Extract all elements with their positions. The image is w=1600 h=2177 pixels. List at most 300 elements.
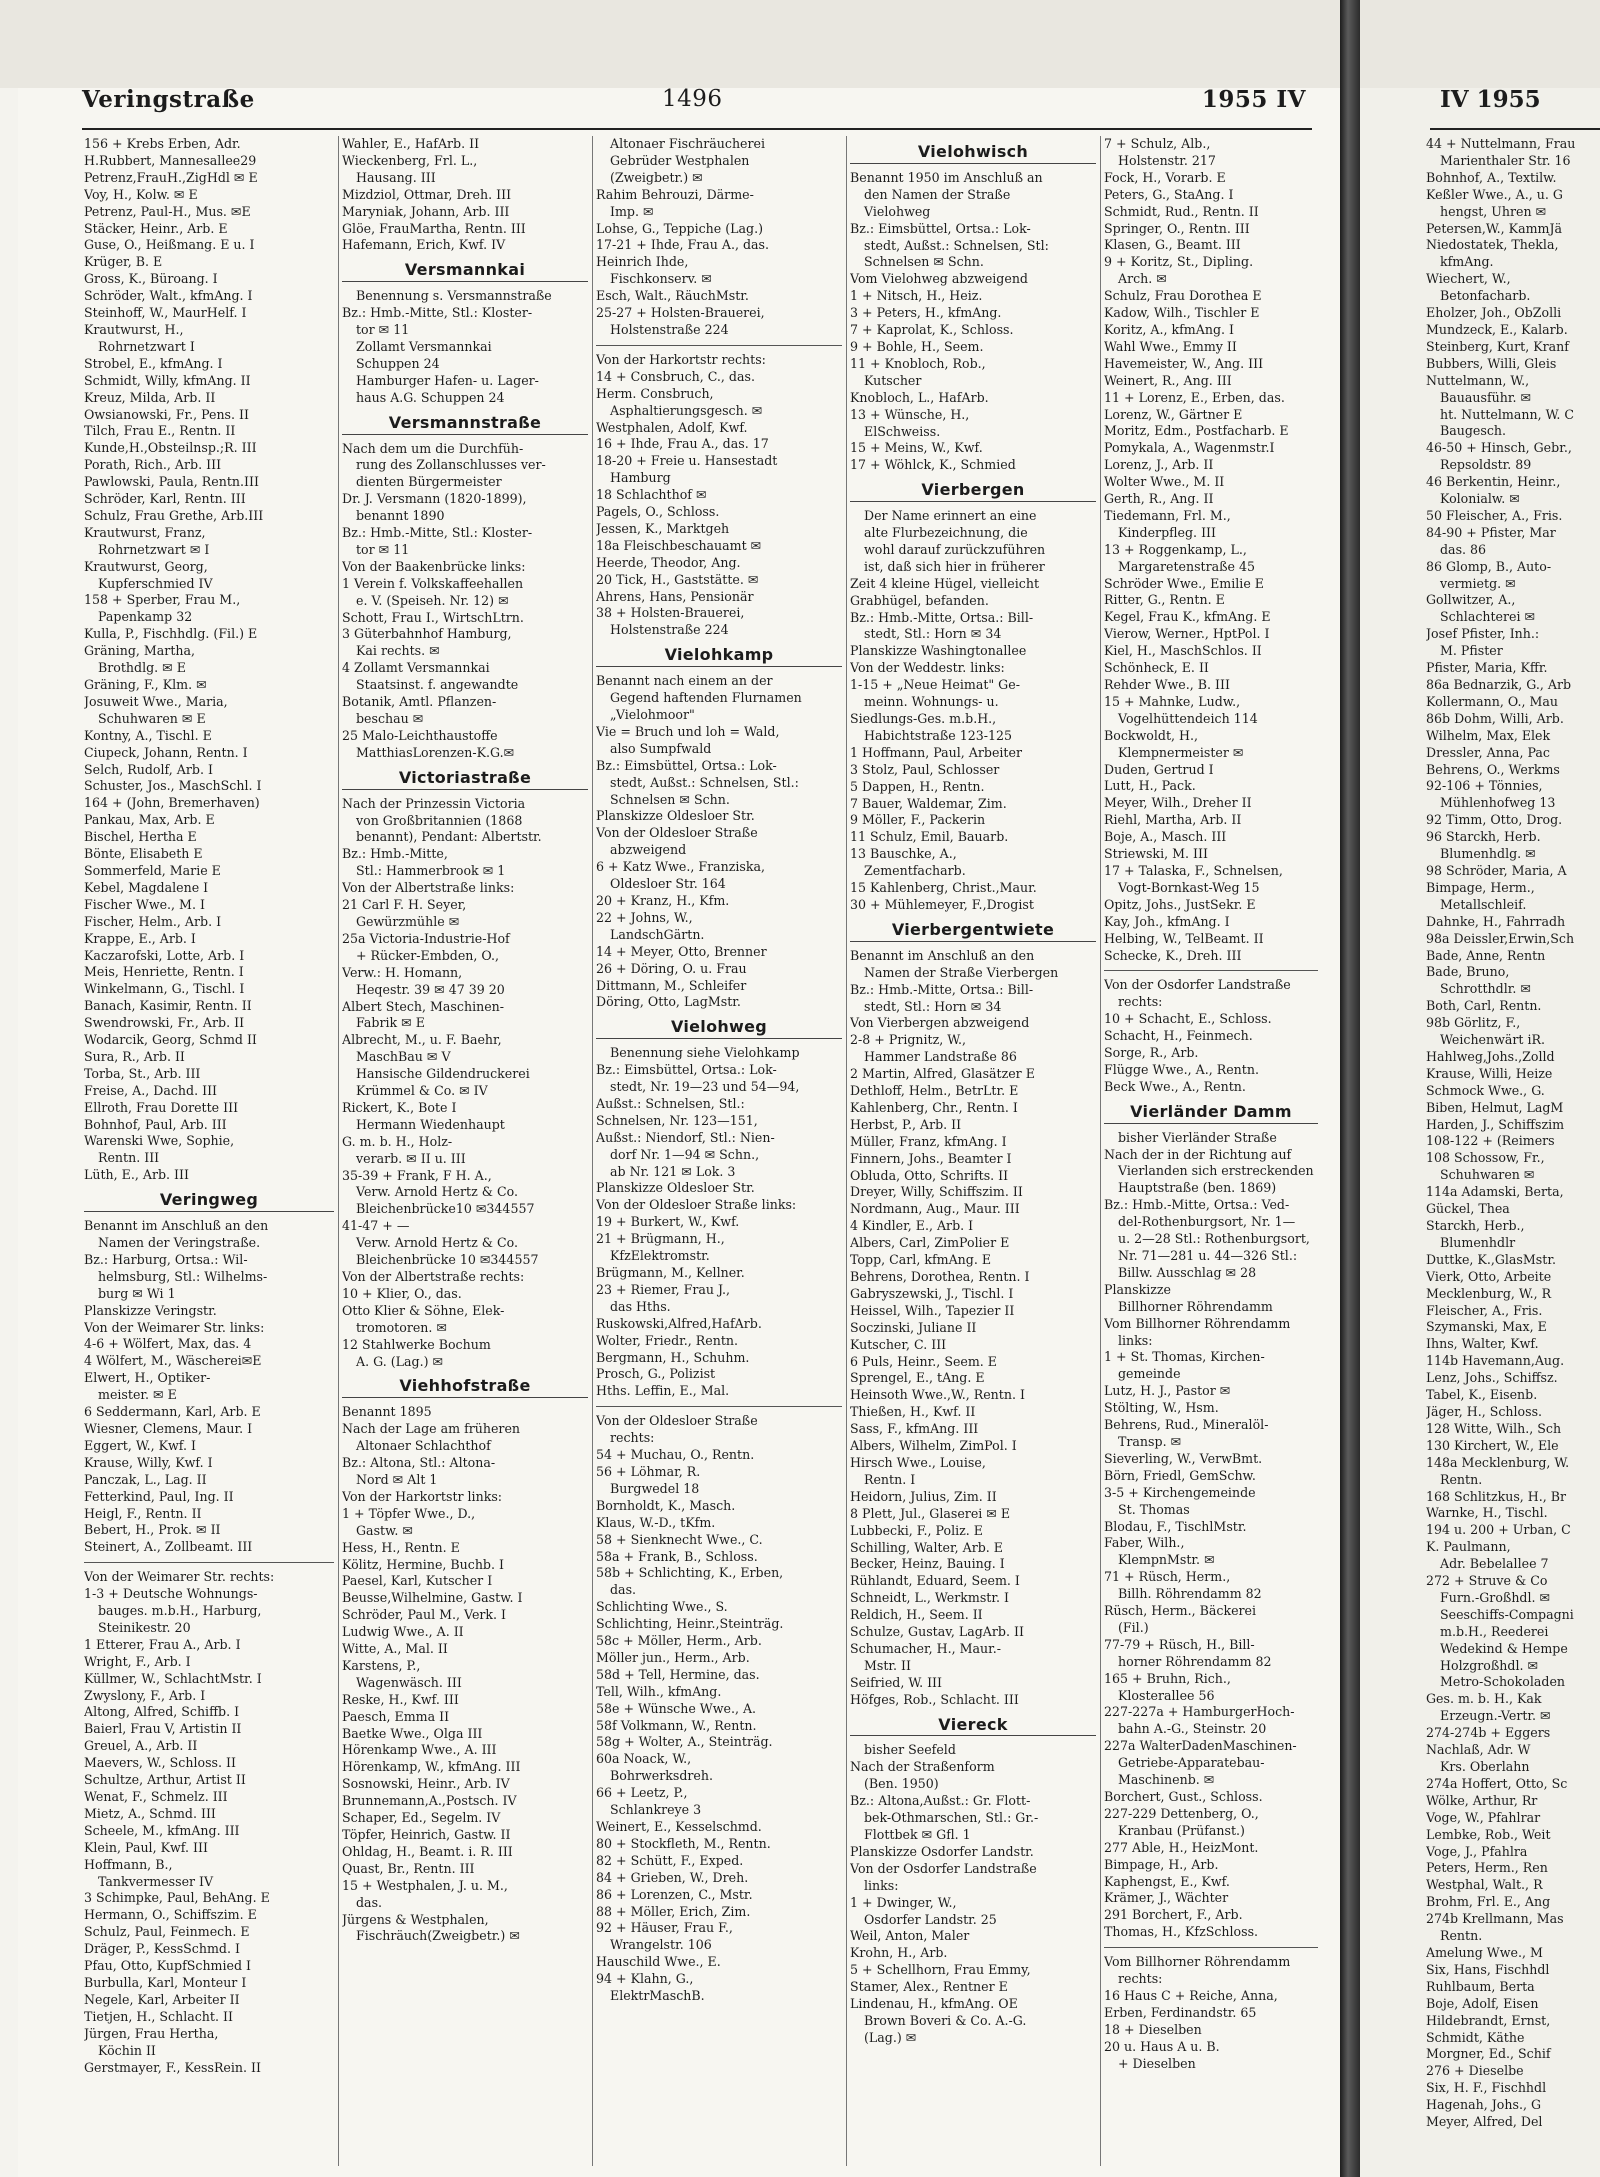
directory-line: Von der Oldesloer Straße links:	[596, 1197, 797, 1213]
directory-line: Dahnke, H., Fahrradh	[1426, 913, 1566, 929]
directory-line: Wiechert, W.,	[1426, 271, 1511, 287]
directory-line: Rentn. III	[98, 1150, 160, 1166]
directory-line: Tankvermesser IV	[98, 1873, 214, 1889]
directory-line: Billw. Ausschlag ✉ 28	[1118, 1264, 1257, 1280]
directory-line: Planskizze Osdorfer Landstr.	[850, 1843, 1034, 1859]
directory-line: Arch. ✉	[1118, 271, 1167, 287]
directory-line: 80 + Stockfleth, M., Rentn.	[596, 1835, 771, 1851]
directory-line: 22 + Johns, W.,	[596, 909, 693, 925]
directory-line: Vierow, Werner., HptPol. I	[1104, 626, 1270, 642]
directory-line: Namen der Veringstraße.	[98, 1235, 261, 1250]
directory-line: verarb. ✉ II u. III	[356, 1150, 466, 1166]
directory-line: 54 + Muchau, O., Rentn.	[596, 1447, 755, 1463]
directory-line: Heidorn, Julius, Zim. II	[850, 1488, 997, 1504]
directory-line: stedt, Außst.: Schnelsen, Stl:	[864, 237, 1049, 253]
directory-line: 1 + Töpfer Wwe., D.,	[342, 1505, 476, 1521]
directory-line: Börn, Friedl, GemSchw.	[1104, 1467, 1256, 1483]
column-divider	[592, 136, 593, 2166]
directory-line: Nach der in der Richtung auf	[1104, 1146, 1292, 1162]
directory-line: Lüth, E., Arb. III	[84, 1167, 189, 1183]
directory-line: 92-106 + Tönnies,	[1426, 778, 1543, 794]
directory-line: Krautwurst, Georg,	[84, 558, 208, 574]
directory-line: Transp. ✉	[1118, 1433, 1182, 1449]
directory-line: Kölitz, Hermine, Buchb. I	[342, 1556, 504, 1572]
directory-line: Six, Hans, Fischhdl	[1426, 1961, 1550, 1977]
directory-line: 14 + Meyer, Otto, Brenner	[596, 943, 767, 959]
directory-line: Planskizze	[1104, 1281, 1171, 1297]
directory-line: 11 Schulz, Emil, Bauarb.	[850, 829, 1009, 845]
directory-line: Voge, W., Pfahlrar	[1426, 1809, 1541, 1825]
directory-line: Jürgen, Frau Hertha,	[84, 2025, 219, 2041]
directory-line: Koritz, A., kfmAng. I	[1104, 321, 1234, 337]
directory-line: Wölke, Arthur, Rr	[1426, 1792, 1538, 1808]
directory-line: 4 Kindler, E., Arb. I	[850, 1218, 974, 1234]
directory-line: Zollamt Versmannkai	[356, 338, 492, 354]
directory-line: 227a WalterDadenMaschinen-	[1104, 1738, 1297, 1754]
directory-line: Namen der Straße Vierbergen	[864, 964, 1059, 980]
section-divider	[1104, 970, 1318, 971]
directory-line: 272 + Struve & Co	[1426, 1573, 1548, 1589]
directory-line: Schuhwaren ✉	[1440, 1167, 1535, 1183]
directory-line: Kulla, P., Fischhdlg. (Fil.) E	[84, 626, 258, 642]
directory-line: Höfges, Rob., Schlacht. III	[850, 1691, 1019, 1707]
directory-line: Kutscher, C. III	[850, 1336, 947, 1352]
directory-line: 16 + Ihde, Frau A., das. 17	[596, 436, 769, 452]
directory-line: Hildebrandt, Ernst,	[1426, 2012, 1551, 2028]
directory-line: 35-39 + Frank, F H. A.,	[342, 1167, 492, 1183]
directory-line: tromotoren. ✉	[356, 1319, 447, 1335]
page-header	[82, 86, 1310, 126]
directory-line: Bade, Bruno,	[1426, 964, 1510, 980]
directory-line: Imp. ✉	[610, 203, 654, 219]
directory-line: Negele, Karl, Arbeiter II	[84, 1991, 240, 2007]
directory-line: Burgwedel 18	[610, 1480, 700, 1496]
directory-line: 6 + Katz Wwe., Franziska,	[596, 859, 766, 875]
directory-line: Swendrowski, Fr., Arb. II	[84, 1015, 245, 1031]
directory-line: Ruhlbaum, Berta	[1426, 1978, 1535, 1994]
directory-line: 1 + St. Thomas, Kirchen-	[1104, 1349, 1265, 1365]
directory-line: 1-3 + Deutsche Wohnungs-	[84, 1586, 258, 1602]
directory-line: Botanik, Amtl. Pflanzen-	[342, 694, 497, 710]
directory-line: Eggert, W., Kwf. I	[84, 1437, 196, 1453]
directory-line: Furn.-Großhdl. ✉	[1440, 1589, 1551, 1605]
directory-line: Winkelmann, G., Tischl. I	[84, 981, 245, 997]
directory-line: Adr. Bebelallee 7	[1440, 1556, 1549, 1572]
directory-line: Behrens, O., Werkms	[1426, 761, 1560, 777]
directory-line: Planskizze Oldesloer Str.	[596, 1180, 755, 1196]
directory-line: Klosterallee 56	[1118, 1687, 1215, 1703]
directory-line: Tietjen, H., Schlacht. II	[84, 2008, 233, 2024]
directory-line: Fischer Wwe., M. I	[84, 896, 205, 912]
directory-line: stedt, Stl.: Horn ✉ 34	[864, 626, 1002, 642]
street-heading: Viereck	[850, 1717, 1096, 1737]
directory-line: Sieverling, W., VerwBmt.	[1104, 1450, 1263, 1466]
directory-line: gemeinde	[1118, 1366, 1181, 1382]
directory-line: 194 u. 200 + Urban, C	[1426, 1522, 1571, 1538]
directory-line: Mecklenburg, W., R	[1426, 1285, 1552, 1301]
directory-line: Pfister, Maria, Kffr.	[1426, 660, 1548, 676]
directory-line: Boje, A., Masch. III	[1104, 829, 1227, 845]
directory-line: benannt), Pendant: Albertstr.	[356, 829, 542, 845]
section-divider	[84, 1562, 334, 1563]
directory-line: Rehder Wwe., B. III	[1104, 677, 1230, 692]
directory-line: Fischer, Helm., Arb. I	[84, 913, 222, 929]
directory-line: Benannt 1950 im Anschluß an	[850, 169, 1043, 185]
directory-line: Krautwurst, Franz,	[84, 524, 206, 540]
directory-line: Herm. Consbruch,	[596, 385, 714, 401]
directory-line: Wenat, F., Schmelz. III	[84, 1789, 228, 1804]
directory-line: Gerstmayer, F., KessRein. II	[84, 2059, 261, 2075]
facing-page-column	[1426, 136, 1600, 2156]
directory-line: Westphal, Walt., R	[1426, 1877, 1543, 1893]
directory-line: burg ✉ Wi 1	[98, 1285, 176, 1301]
directory-line: Hansische Gildendruckerei	[356, 1066, 530, 1082]
directory-line: Pankau, Max, Arb. E	[84, 812, 215, 828]
directory-line: Grabhügel, befanden.	[850, 592, 989, 608]
directory-line: Kutscher	[864, 372, 922, 388]
directory-line: Moritz, Edm., Postfacharb. E	[1104, 423, 1289, 439]
directory-line: Wiesner, Clemens, Maur. I	[84, 1420, 253, 1436]
directory-line: Von der Osdorfer Landstraße	[1104, 977, 1291, 993]
directory-line: Jessen, K., Marktgeh	[596, 520, 730, 536]
street-heading: Versmannstraße	[342, 415, 588, 435]
directory-line: Benannt 1895	[342, 1404, 432, 1420]
directory-line: horner Röhrendamm 82	[1118, 1653, 1272, 1669]
directory-line: Duden, Gertrud I	[1104, 761, 1214, 777]
directory-line: Mühlenhofweg 13	[1440, 795, 1556, 811]
directory-line: Außst.: Schnelsen, Stl.:	[596, 1095, 745, 1111]
directory-line: Schlachterei ✉	[1440, 609, 1536, 625]
directory-line: Topp, Carl, kfmAng. E	[850, 1252, 992, 1268]
directory-line: Wolter Wwe., M. II	[1104, 474, 1225, 490]
directory-line: Bade, Anne, Rentn	[1426, 947, 1546, 963]
directory-line: 94 + Klahn, G.,	[596, 1971, 694, 1987]
directory-line: Kaphengst, E., Kwf.	[1104, 1873, 1230, 1889]
directory-line: Schulze, Gustav, LagArb. II	[850, 1624, 1024, 1640]
directory-line: Kegel, Frau K., kfmAng. E	[1104, 609, 1271, 625]
directory-line: Verw. Arnold Hertz & Co.	[356, 1184, 518, 1200]
directory-line: Wilhelm, Max, Elek	[1426, 727, 1551, 743]
directory-line: Weichenwärt iR.	[1440, 1032, 1546, 1048]
directory-line: Esch, Walt., RäuchMstr.	[596, 288, 749, 304]
directory-line: Lubbecki, F., Poliz. E	[850, 1522, 983, 1538]
directory-line: links:	[1118, 1332, 1153, 1348]
directory-line: Albers, Wilhelm, ZimPol. I	[850, 1438, 1017, 1454]
directory-line: Pfau, Otto, KupfSchmied I	[84, 1958, 252, 1974]
directory-column-5	[1104, 136, 1318, 2156]
directory-line: Gräning, F., Klm. ✉	[84, 677, 207, 692]
directory-line: 17-21 + Ihde, Frau A., das.	[596, 237, 769, 253]
directory-line: LandschGärtn.	[610, 926, 705, 942]
directory-line: 11 + Knobloch, Rob.,	[850, 355, 986, 371]
directory-line: Bebert, H., Prok. ✉ II	[84, 1522, 221, 1538]
directory-line: Bz.: Altona,Außst.: Gr. Flott-	[850, 1793, 1031, 1809]
directory-line: bisher Seefeld	[864, 1742, 956, 1758]
directory-line: Schnelsen ✉ Schn.	[864, 254, 984, 270]
directory-line: Both, Carl, Rentn.	[1426, 998, 1542, 1014]
directory-line: Schlichting Wwe., S.	[596, 1599, 728, 1615]
directory-line: 15 + Meins, W., Kwf.	[850, 440, 983, 456]
directory-line: Schulz, Paul, Feinmech. E	[84, 1924, 250, 1940]
directory-line: 3-5 + Kirchengemeinde	[1104, 1484, 1256, 1500]
directory-line: 128 Witte, Wilh., Sch	[1426, 1420, 1562, 1436]
directory-line: Wedekind & Hempe	[1440, 1640, 1568, 1656]
directory-line: Pagels, O., Schloss.	[596, 504, 720, 520]
directory-line: Krs. Oberlahn	[1440, 1759, 1530, 1774]
directory-line: 92 Timm, Otto, Drog.	[1426, 812, 1563, 828]
directory-line: 92 + Häuser, Frau F.,	[596, 1920, 733, 1936]
directory-line: Karstens, P.,	[342, 1657, 421, 1673]
directory-line: von Großbritannien (1868	[356, 812, 523, 828]
directory-line: Lutt, H., Pack.	[1104, 778, 1196, 794]
directory-line: Sosnowski, Heinr., Arb. IV	[342, 1776, 510, 1792]
directory-line: 114b Havemann,Aug.	[1426, 1353, 1565, 1369]
directory-line: Klempnermeister ✉	[1118, 744, 1244, 760]
street-heading: Vierbergen	[850, 482, 1096, 502]
directory-line: Albert Stech, Maschinen-	[342, 998, 505, 1014]
directory-line: 3 Stolz, Paul, Schlosser	[850, 761, 1000, 777]
directory-line: Albrecht, M., u. F. Baehr,	[342, 1032, 502, 1048]
directory-line: Schulz, Frau Dorothea E	[1104, 288, 1262, 304]
directory-line: Verw.: H. Homann,	[342, 964, 463, 980]
directory-line: Meyer, Alfred, Del	[1426, 2114, 1543, 2130]
directory-line: Krause, Willi, Heize	[1426, 1065, 1553, 1081]
directory-line: Möller jun., Herm., Arb.	[596, 1649, 750, 1665]
directory-line: Freise, A., Dachd. III	[84, 1082, 218, 1098]
directory-line: Seifried, W. III	[850, 1674, 943, 1690]
directory-line: rechts:	[1118, 994, 1163, 1010]
directory-line: Hamburger Hafen- u. Lager-	[356, 372, 539, 388]
directory-line: Sommerfeld, Marie E	[84, 862, 221, 878]
directory-line: Ellroth, Frau Dorette III	[84, 1099, 239, 1115]
directory-line: Meyer, Wilh., Dreher II	[1104, 795, 1252, 811]
directory-line: Köchin II	[98, 2042, 156, 2058]
directory-line: stedt, Außst.: Schnelsen, Stl.:	[610, 774, 799, 790]
directory-line: Bz.: Hmb.-Mitte,	[342, 846, 448, 862]
directory-line: Flügge Wwe., A., Rentn.	[1104, 1061, 1259, 1077]
directory-line: tor ✉ 11	[356, 322, 410, 338]
directory-line: Prosch, G., Polizist	[596, 1366, 716, 1382]
directory-line: 158 + Sperber, Frau M.,	[84, 592, 241, 608]
facing-page-header: IV 1955	[1440, 86, 1541, 113]
directory-line: 58c + Möller, Herm., Arb.	[596, 1633, 762, 1649]
directory-line: 20 + Kranz, H., Kfm.	[596, 892, 730, 908]
directory-line: 58d + Tell, Hermine, das.	[596, 1666, 760, 1682]
directory-line: Vierk, Otto, Arbeite	[1426, 1268, 1552, 1284]
directory-line: Wright, F., Arb. I	[84, 1653, 191, 1669]
directory-line: 44 + Nuttelmann, Frau	[1426, 136, 1576, 151]
directory-line: 6 Seddermann, Karl, Arb. E	[84, 1404, 261, 1420]
directory-line: Gückel, Thea	[1426, 1201, 1510, 1217]
section-divider	[596, 1406, 842, 1407]
street-heading: Veringweg	[84, 1192, 334, 1212]
directory-line: Schröder, Karl, Rentn. III	[84, 491, 246, 507]
directory-line: Duttke, K.,GlasMstr.	[1426, 1251, 1556, 1267]
directory-line: Rentn.	[1440, 1928, 1483, 1944]
directory-line: Wahl Wwe., Emmy II	[1104, 338, 1237, 354]
directory-line: Szymanski, Max, E	[1426, 1319, 1547, 1335]
directory-line: MaschBau ✉ V	[356, 1049, 451, 1065]
directory-line: Starckh, Herb.,	[1426, 1218, 1525, 1233]
directory-line: 71 + Rüsch, Herm.,	[1104, 1569, 1231, 1585]
directory-line: Mundzeck, E., Kalarb.	[1426, 321, 1568, 337]
directory-line: 50 Fleischer, A., Fris.	[1426, 507, 1563, 523]
directory-line: Nuttelmann, W.,	[1426, 372, 1530, 388]
directory-line: Thießen, H., Kwf. II	[850, 1404, 976, 1420]
directory-line: Striewski, M. III	[1104, 846, 1208, 862]
directory-line: Selch, Rudolf, Arb. I	[84, 761, 213, 777]
directory-line: 10 + Schacht, E., Schloss.	[1104, 1011, 1272, 1027]
directory-line: del-Rothenburgsort, Nr. 1—	[1118, 1214, 1296, 1230]
directory-line: Six, H. F., Fischhdl	[1426, 2080, 1547, 2096]
directory-line: Schuster, Jos., MaschSchl. I	[84, 778, 262, 794]
directory-line: meister. ✉ E	[98, 1387, 177, 1403]
directory-line: Kolonialw. ✉	[1440, 491, 1520, 507]
directory-line: Lutz, H. J., Pastor ✉	[1104, 1383, 1231, 1399]
directory-line: 58a + Frank, B., Schloss.	[596, 1548, 758, 1564]
directory-line: 148a Mecklenburg, W.	[1426, 1454, 1570, 1470]
directory-line: 98b Görlitz, F.,	[1426, 1015, 1521, 1031]
directory-line: Bischel, Hertha E	[84, 829, 197, 845]
directory-line: Faber, Wilh.,	[1104, 1535, 1185, 1551]
directory-line: Benannt im Anschluß an den	[84, 1218, 269, 1234]
directory-line: 18 Schlachthof ✉	[596, 487, 707, 503]
directory-line: Vogt-Bornkast-Weg 15	[1118, 879, 1260, 895]
directory-line: KfzElektromstr.	[610, 1248, 710, 1264]
directory-line: Schulz, Frau Grethe, Arb.III	[84, 507, 264, 523]
directory-line: 58 + Sienknecht Wwe., C.	[596, 1531, 763, 1547]
directory-line: Greuel, A., Arb. II	[84, 1738, 198, 1754]
directory-line: Betonfacharb.	[1440, 288, 1531, 304]
directory-line: Wieckenberg, Frl. L.,	[342, 152, 478, 168]
directory-line: 18 + Dieselben	[1104, 2021, 1202, 2037]
directory-line: 291 Borchert, F., Arb.	[1104, 1907, 1243, 1923]
directory-line: Gebrüder Westphalen	[610, 152, 750, 168]
directory-line: Wolter, Friedr., Rentn.	[596, 1332, 739, 1348]
directory-line: Schrotthdlr. ✉	[1440, 981, 1531, 997]
directory-line: ElSchweiss.	[864, 423, 941, 439]
directory-line: Schneidt, L., Werkmstr. I	[850, 1590, 1009, 1606]
directory-line: 165 + Bruhn, Rich.,	[1104, 1670, 1231, 1686]
directory-line: Nr. 71—281 u. 44—326 Stl.:	[1118, 1248, 1298, 1263]
directory-line: Riehl, Martha, Arb. II	[1104, 812, 1242, 828]
directory-line: Dressler, Anna, Pac	[1426, 744, 1550, 760]
directory-line: Schmidt, Rud., Rentn. II	[1104, 203, 1259, 219]
directory-line: Brown Boveri & Co. A.-G.	[864, 2012, 1027, 2028]
directory-line: Ohldag, H., Beamt. i. R. III	[342, 1843, 513, 1859]
directory-line: Lenz, Johs., Schiffsz.	[1426, 1370, 1558, 1386]
directory-line: ab Nr. 121 ✉ Lok. 3	[610, 1163, 736, 1179]
directory-line: Kai rechts. ✉	[356, 643, 440, 659]
directory-line: also Sumpfwald	[610, 740, 712, 756]
directory-line: Stl.: Hammerbrook ✉ 1	[356, 863, 506, 879]
directory-line: Paesch, Emma II	[342, 1708, 450, 1724]
directory-line: Von der Albertstraße rechts:	[342, 1269, 525, 1284]
directory-line: 156 + Krebs Erben, Adr.	[84, 136, 241, 151]
section-divider	[1104, 1947, 1318, 1948]
directory-line: 84 + Grieben, W., Dreh.	[596, 1869, 749, 1885]
directory-line: Rahim Behrouzi, Därme-	[596, 186, 754, 202]
directory-line: 4 Wölfert, M., Wäscherei✉E	[84, 1353, 262, 1369]
section-divider	[596, 345, 842, 346]
directory-line: H.Rubbert, Mannesallee29	[84, 152, 257, 168]
directory-line: Bubbers, Willi, Gleis	[1426, 355, 1557, 371]
directory-line: Zementfacharb.	[864, 863, 966, 879]
directory-line: Ahrens, Hans, Pensionär	[596, 588, 754, 604]
directory-line: das. 86	[1440, 541, 1487, 557]
directory-line: Von der Baakenbrücke links:	[342, 558, 526, 574]
directory-line: Blumenhdlg. ✉	[1440, 846, 1536, 862]
directory-line: Rentn.	[1440, 1471, 1483, 1487]
directory-line: Gollwitzer, A.,	[1426, 592, 1516, 608]
directory-line: 15 + Westphalen, J. u. M.,	[342, 1877, 508, 1893]
directory-line: Billhorner Röhrendamm	[1118, 1298, 1273, 1314]
directory-line: Josuweit Wwe., Maria,	[84, 693, 228, 709]
directory-line: Holstenstraße 224	[610, 321, 729, 337]
directory-line: Hths. Leffin, E., Mal.	[596, 1383, 730, 1399]
directory-line: Bz.: Hmb.-Mitte, Ortsa.: Ved-	[1104, 1197, 1290, 1213]
column-divider	[846, 136, 847, 2166]
directory-line: 30 + Mühlemeyer, F.,Drogist	[850, 896, 1034, 912]
directory-line: 18-20 + Freie u. Hansestadt	[596, 453, 778, 469]
directory-line: 88 + Möller, Erich, Zim.	[596, 1903, 751, 1919]
directory-line: 13 + Roggenkamp, L.,	[1104, 541, 1247, 557]
directory-line: 25 Malo-Leichthaustoffe	[342, 727, 498, 743]
directory-line: Krüger, B. E	[84, 254, 163, 270]
directory-line: Warnke, H., Tischl.	[1426, 1505, 1548, 1521]
directory-line: Rüsch, Herm., Bäckerei	[1104, 1603, 1257, 1619]
directory-line: Tell, Wilh., kfmAng.	[596, 1683, 722, 1699]
directory-line: Lorenz, J., Arb. II	[1104, 457, 1214, 473]
directory-line: Schmock Wwe., G.	[1426, 1082, 1545, 1098]
directory-line: 17 + Talaska, F., Schnelsen,	[1104, 862, 1283, 878]
directory-line: Hammer Landstraße 86	[864, 1049, 1017, 1065]
directory-line: 26 + Döring, O. u. Frau	[596, 960, 747, 976]
directory-line: 1-15 + „Neue Heimat" Ge-	[850, 677, 1020, 693]
directory-line: 25-27 + Holsten-Brauerei,	[596, 305, 765, 321]
directory-line: Sass, F., kfmAng. III	[850, 1421, 979, 1437]
directory-line: das.	[610, 1582, 637, 1598]
directory-line: 17 + Wöhlck, K., Schmied	[850, 457, 1016, 473]
directory-line: Sorge, R., Arb.	[1104, 1045, 1199, 1061]
directory-line: Soczinski, Juliane II	[850, 1319, 977, 1335]
directory-line: stedt, Nr. 19—23 und 54—94,	[610, 1079, 800, 1095]
directory-line: 3 + Peters, H., kfmAng.	[850, 305, 1002, 321]
directory-line: 18a Fleischbeschauamt ✉	[596, 537, 762, 553]
directory-line: Porath, Rich., Arb. III	[84, 457, 222, 473]
directory-line: 86 + Lorenzen, C., Mstr.	[596, 1886, 753, 1902]
directory-line: 168 Schlitzkus, H., Br	[1426, 1488, 1567, 1504]
directory-line: 3 Güterbahnhof Hamburg,	[342, 626, 512, 642]
directory-line: 82 + Schütt, F., Exped.	[596, 1852, 744, 1868]
directory-line: Nachlaß, Adr. W	[1426, 1742, 1531, 1758]
directory-line: Schlankreye 3	[610, 1802, 702, 1818]
directory-line: Kreuz, Milda, Arb. II	[84, 389, 216, 405]
directory-line: Rühlandt, Eduard, Seem. I	[850, 1573, 1020, 1589]
header-rule	[82, 128, 1312, 130]
directory-line: Bz.: Altona, Stl.: Altona-	[342, 1455, 496, 1471]
directory-line: Biben, Helmut, LagM	[1426, 1099, 1564, 1115]
directory-line: Schilling, Walter, Arb. E	[850, 1539, 1003, 1555]
directory-line: Ciupeck, Johann, Rentn. I	[84, 744, 248, 760]
directory-line: Bönte, Elisabeth E	[84, 846, 203, 862]
directory-line: das.	[356, 1894, 383, 1910]
directory-line: 96 Starckh, Herb.	[1426, 829, 1541, 845]
directory-line: Hafemann, Erich, Kwf. IV	[342, 237, 506, 253]
directory-line: 9 + Koritz, St., Dipling.	[1104, 254, 1254, 270]
directory-line: Schultze, Arthur, Artist II	[84, 1772, 246, 1788]
directory-line: Behrens, Rud., Mineralöl-	[1104, 1417, 1269, 1433]
